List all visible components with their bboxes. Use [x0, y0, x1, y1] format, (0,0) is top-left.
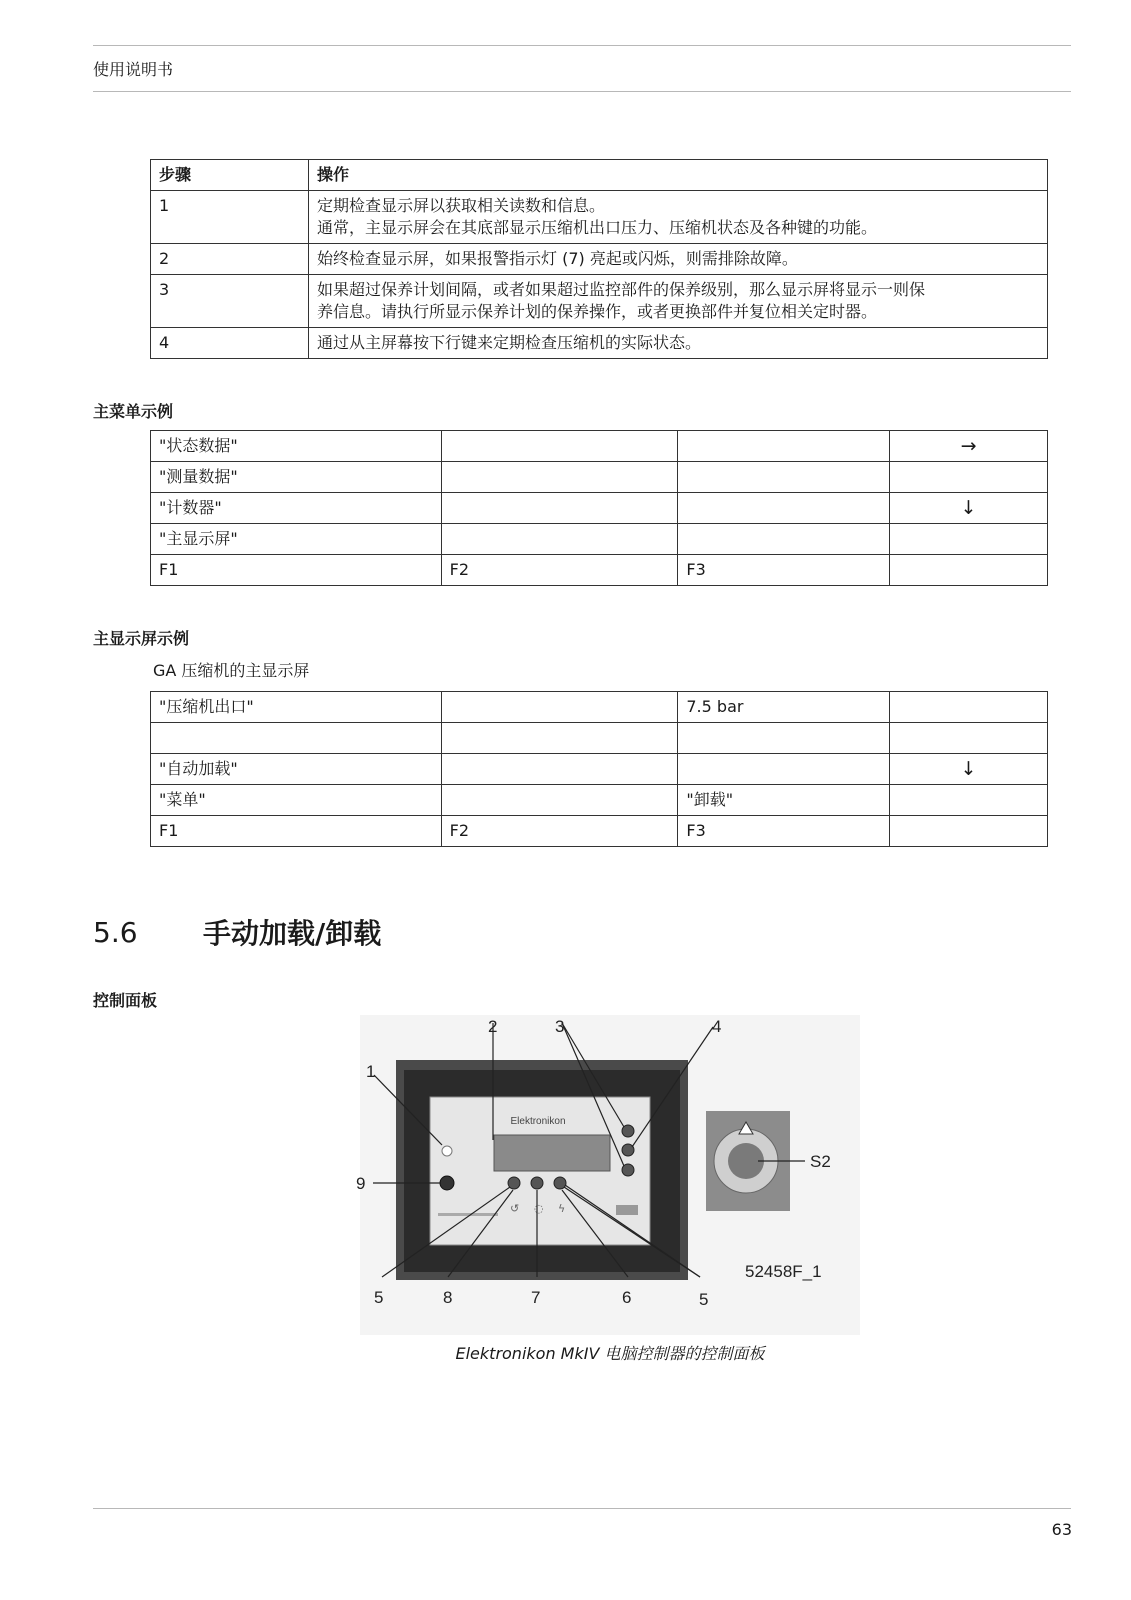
- function-key-label: F1: [151, 816, 442, 847]
- lightning-icon: ϟ: [558, 1202, 566, 1215]
- reset-icon: ↺: [510, 1202, 520, 1215]
- function-key-label: F2: [441, 555, 678, 586]
- callout-5: 5: [374, 1288, 384, 1307]
- callout-6: 6: [622, 1288, 632, 1307]
- table-cell: "卸载": [678, 785, 890, 816]
- table-cell: [890, 692, 1048, 723]
- table-cell: "自动加载": [151, 754, 442, 785]
- page-number: 63: [1051, 1520, 1072, 1539]
- power-icon: ◌: [534, 1202, 544, 1215]
- main-menu-example-label: 主菜单示例: [93, 402, 174, 421]
- table-cell: [151, 723, 442, 754]
- callout-4: 4: [712, 1017, 722, 1036]
- table-cell: [441, 462, 678, 493]
- steps-table: [150, 159, 1048, 359]
- table-cell: [441, 785, 678, 816]
- table-cell: [441, 754, 678, 785]
- table-cell: [890, 723, 1048, 754]
- step-action: [309, 191, 1048, 244]
- main-menu-example-table: [150, 430, 1048, 586]
- table-cell: [678, 493, 890, 524]
- callout-9: 9: [356, 1174, 366, 1193]
- step-number: 1: [151, 191, 309, 244]
- top-rule: [93, 45, 1071, 46]
- website-text: [438, 1213, 498, 1216]
- table-row: [151, 524, 1048, 555]
- table-header-row: [151, 160, 1048, 191]
- function-key-label: F2: [441, 816, 678, 847]
- control-panel-label: 控制面板: [93, 991, 158, 1010]
- step-action: [309, 328, 1048, 359]
- table-cell: [441, 723, 678, 754]
- callout-s2: S2: [810, 1152, 831, 1171]
- table-cell: [441, 431, 678, 462]
- callout-2: 2: [488, 1017, 498, 1036]
- table-cell: [441, 493, 678, 524]
- figure-id: 52458F_1: [745, 1262, 822, 1281]
- table-row: [151, 275, 1048, 328]
- table-cell: [678, 723, 890, 754]
- table-row: [151, 723, 1048, 754]
- table-row: [151, 785, 1048, 816]
- table-row: [151, 431, 1048, 462]
- table-cell: "主显示屏": [151, 524, 442, 555]
- control-panel-figure: [356, 1015, 860, 1335]
- table-row: [151, 754, 1048, 785]
- table-cell: [678, 431, 890, 462]
- down-arrow-icon: ↓: [890, 754, 1048, 785]
- table-cell: [890, 816, 1048, 847]
- table-cell: [678, 524, 890, 555]
- table-cell: "测量数据": [151, 462, 442, 493]
- footer-rule: [93, 1508, 1071, 1509]
- section-title: 手动加载/卸载: [203, 917, 382, 950]
- callout-8: 8: [443, 1288, 453, 1307]
- running-head: 使用说明书: [93, 60, 174, 79]
- table-cell: [890, 555, 1048, 586]
- callout-5b: 5: [699, 1290, 709, 1309]
- table-row: [151, 191, 1048, 244]
- down-arrow-icon: ↓: [890, 493, 1048, 524]
- table-row: [151, 555, 1048, 586]
- step-action: [309, 275, 1048, 328]
- callout-3: 3: [555, 1017, 565, 1036]
- table-cell: "菜单": [151, 785, 442, 816]
- brand-label: Elektronikon: [510, 1116, 566, 1127]
- step-number: 4: [151, 328, 309, 359]
- function-key-label: F1: [151, 555, 442, 586]
- lcd-display: [494, 1135, 610, 1171]
- column-header-step: 步骤: [151, 160, 309, 191]
- step-action: [309, 244, 1048, 275]
- manufacturer-logo: [616, 1205, 638, 1215]
- callout-1: 1: [366, 1062, 376, 1081]
- function-key-label: F3: [678, 555, 890, 586]
- main-display-subtitle: GA 压缩机的主显示屏: [153, 661, 310, 680]
- main-display-example-table: [150, 691, 1048, 847]
- function-key-f2: [531, 1177, 543, 1189]
- table-cell: "状态数据": [151, 431, 442, 462]
- table-row: [151, 328, 1048, 359]
- table-cell: [441, 524, 678, 555]
- step-number: 3: [151, 275, 309, 328]
- table-row: [151, 692, 1048, 723]
- figure-caption: Elektronikon MkIV 电脑控制器的控制面板: [455, 1344, 765, 1363]
- table-row: [151, 493, 1048, 524]
- table-cell: 7.5 bar: [678, 692, 890, 723]
- action-line: 定期检查显示屏以获取相关读数和信息。: [317, 196, 606, 215]
- main-display-example-label: 主显示屏示例: [93, 629, 190, 648]
- action-line: 始终检查显示屏，如果报警指示灯 (7) 亮起或闪烁，则需排除故障。: [317, 249, 798, 268]
- table-cell: "计数器": [151, 493, 442, 524]
- table-cell: [441, 692, 678, 723]
- table-row: [151, 816, 1048, 847]
- right-arrow-icon: →: [890, 431, 1048, 462]
- table-cell: [890, 785, 1048, 816]
- function-key-label: F3: [678, 816, 890, 847]
- column-header-action: 操作: [309, 160, 1048, 191]
- action-line: 如果超过保养计划间隔，或者如果超过监控部件的保养级别，那么显示屏将显示一则保: [317, 280, 926, 299]
- table-cell: [890, 462, 1048, 493]
- table-row: [151, 244, 1048, 275]
- table-cell: "压缩机出口": [151, 692, 442, 723]
- table-cell: [678, 462, 890, 493]
- section-number: 5.6: [93, 916, 138, 949]
- action-line: 养信息。请执行所显示保养计划的保养操作，或者更换部件并复位相关定时器。: [317, 302, 878, 321]
- action-line: 通常，主显示屏会在其底部显示压缩机出口压力、压缩机状态及各种键的功能。: [317, 218, 878, 237]
- callout-7: 7: [531, 1288, 541, 1307]
- table-cell: [890, 524, 1048, 555]
- header-rule: [93, 91, 1071, 92]
- table-row: [151, 462, 1048, 493]
- enter-key: [440, 1176, 454, 1190]
- led-indicator: [442, 1146, 452, 1156]
- action-line: 通过从主屏幕按下行键来定期检查压缩机的实际状态。: [317, 333, 702, 352]
- table-cell: [678, 754, 890, 785]
- step-number: 2: [151, 244, 309, 275]
